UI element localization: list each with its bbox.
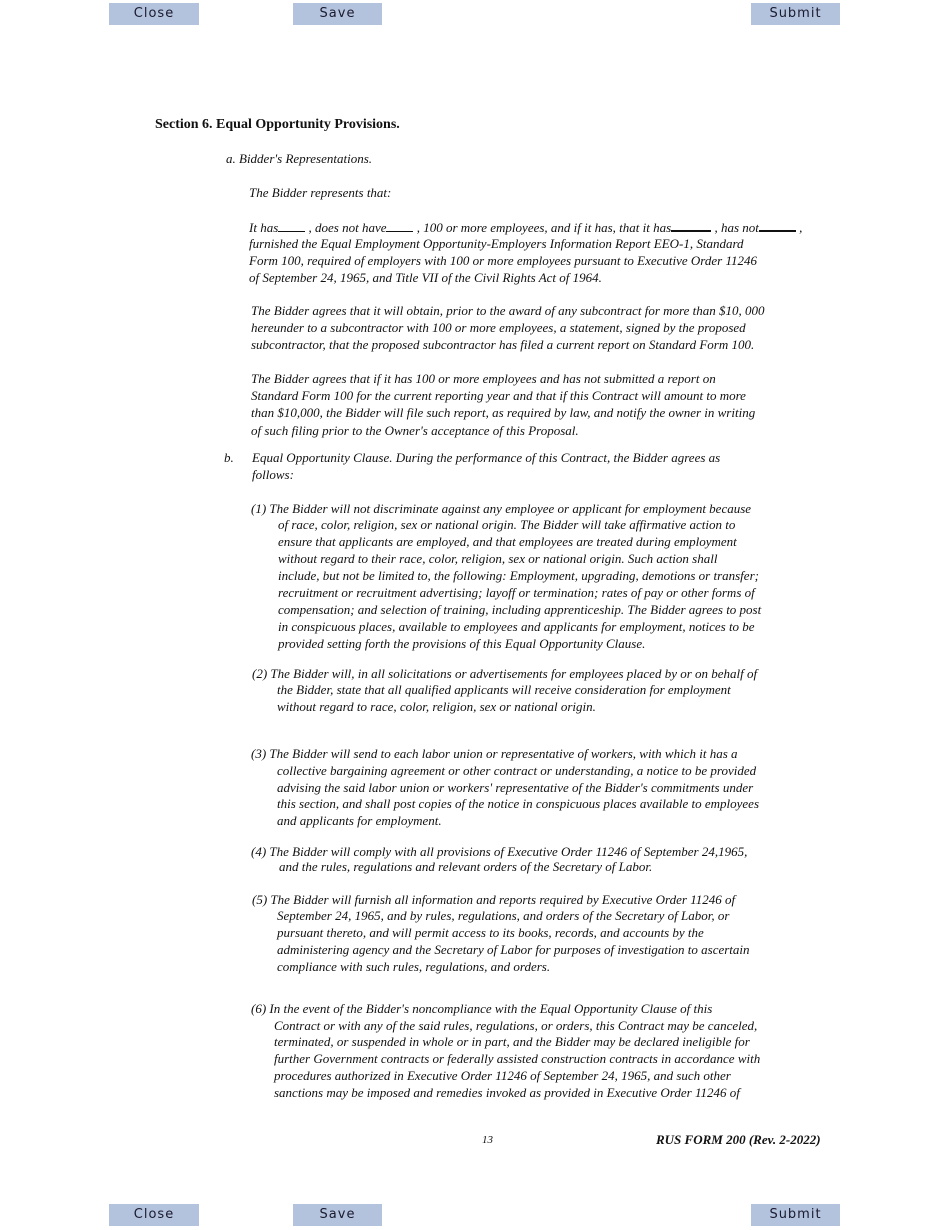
clause-item-1-line: ensure that applicants are employed, and that employees are treated during employment (278, 534, 737, 549)
subcontract-line: hereunder to a subcontractor with 100 or more employees, a statement, signed by the proposed (251, 320, 746, 335)
clause-item-1-line: (1) The Bidder will not discriminate against any employee or applicant for employment because (251, 501, 752, 516)
clause-item-5-line: compliance with such rules, regulations, and orders. (277, 959, 551, 974)
clause-item-3-line: and applicants for employment. (277, 813, 442, 828)
clause-item-1-line: recruitment or recruitment advertising; layoff or termination; rates of pay or other forms of (278, 585, 755, 600)
clause-item-5-line: administering agency and the Secretary of Labor for purposes of investigation to ascertain (277, 942, 750, 957)
clause-item-4-line: and the rules, regulations and relevant orders of the Secretary of Labor. (279, 859, 653, 874)
clause-item-1-line: include, but not be limited to, the following: Employment, upgrading, demotions or transfer; (278, 568, 759, 583)
representation-line-2: furnished the Equal Employment Opportunity-Employers Information Report EEO-1, Standard (249, 236, 744, 251)
report-line: than $10,000, the Bidder will file such report, as required by law, and notify the owner in writing (251, 405, 756, 420)
clause-item-6-line: Contract or with any of the said rules, regulations, or orders, this Contract may be canceled, (274, 1018, 758, 1033)
clause-item-1-line: in conspicuous places, available to employees and applicants for employment, notices to be (278, 619, 755, 634)
has-blank[interactable] (278, 221, 305, 232)
clause-item-2-line: without regard to race, color, religion, sex or national origin. (277, 699, 596, 714)
representation-line-4: of September 24, 1965, and Title VII of the Civil Rights Act of 1964. (249, 270, 602, 285)
clause-item-5-line: (5) The Bidder will furnish all information and reports required by Executive Order 11246 of (252, 892, 736, 907)
clause-item-4-line: (4) The Bidder will comply with all provisions of Executive Order 11246 of September 24,1965, (251, 844, 748, 859)
section-title: Section 6. Equal Opportunity Provisions. (155, 117, 400, 132)
representation-line-3: Form 100, required of employers with 100 or more employees pursuant to Executive Order 11246 (249, 253, 757, 268)
clause-item-5-line: pursuant thereto, and will permit access to its books, records, and accounts by the (277, 925, 704, 940)
clause-item-5-line: September 24, 1965, and by rules, regulations, and orders of the Secretary of Labor, or (277, 908, 730, 923)
does-not-have-blank[interactable] (386, 221, 413, 232)
has-not-filed-blank[interactable] (759, 220, 796, 232)
has-filed-blank[interactable] (671, 220, 711, 232)
clause-item-6-line: further Government contracts or federally assisted construction contracts in accordance with (274, 1051, 761, 1066)
submit-button[interactable]: Submit (751, 3, 840, 25)
subcontract-line: The Bidder agrees that it will obtain, prior to the award of any subcontract for more than $10, 000 (251, 303, 765, 318)
report-line: The Bidder agrees that if it has 100 or more employees and has not submitted a report on (251, 371, 716, 386)
clause-item-1-line: compensation; and selection of training, including apprenticeship. The Bidder agrees to post (278, 602, 762, 617)
clause-item-3-line: collective bargaining agreement or other contract or understanding, a notice to be provided (277, 763, 757, 778)
report-line: of such filing prior to the Owner's acceptance of this Proposal. (251, 423, 579, 438)
subcontract-line: subcontractor, that the proposed subcontractor has filed a current report on Standard Form 100. (251, 337, 755, 352)
clause-item-6-line: (6) In the event of the Bidder's noncompliance with the Equal Opportunity Clause of this (251, 1001, 713, 1016)
clause-item-1-line: provided setting forth the provisions of this Equal Opportunity Clause. (278, 636, 646, 651)
save-button[interactable]: Save (293, 3, 382, 25)
report-line: Standard Form 100 for the current reporting year and that if this Contract will amount to more (251, 388, 746, 403)
clause-item-1-line: without regard to their race, color, religion, sex or national origin. Such action shall (278, 551, 718, 566)
clause-intro-line: follows: (252, 467, 294, 482)
submit-button[interactable]: Submit (751, 1204, 840, 1226)
page-number: 13 (482, 1134, 493, 1146)
representation-intro: The Bidder represents that: (249, 185, 392, 200)
clause-item-3-line: advising the said labor union or workers' representative of the Bidder's commitments under (277, 780, 754, 795)
form-id: RUS FORM 200 (Rev. 2-2022) (656, 1132, 821, 1147)
close-button[interactable]: Close (109, 1204, 199, 1226)
clause-item-3-line: this section, and shall post copies of the notice in conspicuous places available to employees (277, 796, 759, 811)
save-button[interactable]: Save (293, 1204, 382, 1226)
clause-item-2-line: the Bidder, state that all qualified applicants will receive consideration for employment (277, 682, 731, 697)
clause-item-6-line: sanctions may be imposed and remedies invoked as provided in Executive Order 11246 of (274, 1085, 740, 1100)
clause-item-2-line: (2) The Bidder will, in all solicitations or advertisements for employees placed by or on behalf of (252, 666, 758, 681)
clause-item-3-line: (3) The Bidder will send to each labor union or representative of workers, with which it has a (251, 746, 738, 761)
close-button[interactable]: Close (109, 3, 199, 25)
clause-intro-line: Equal Opportunity Clause. During the performance of this Contract, the Bidder agrees as (252, 450, 721, 465)
subsection-b-label: b. (224, 450, 234, 465)
clause-item-6-line: terminated, or suspended in whole or in part, and the Bidder may be declared ineligible for (274, 1034, 750, 1049)
subsection-a-heading: a. Bidder's Representations. (226, 151, 373, 166)
clause-item-6-line: procedures authorized in Executive Order 11246 of September 24, 1965, and such other (274, 1068, 731, 1083)
representation-line-1: It has , does not have , 100 or more employees, and if it has, that it has , has not , (249, 220, 803, 235)
clause-item-1-line: of race, color, religion, sex or national origin. The Bidder will take affirmative action to (278, 517, 736, 532)
